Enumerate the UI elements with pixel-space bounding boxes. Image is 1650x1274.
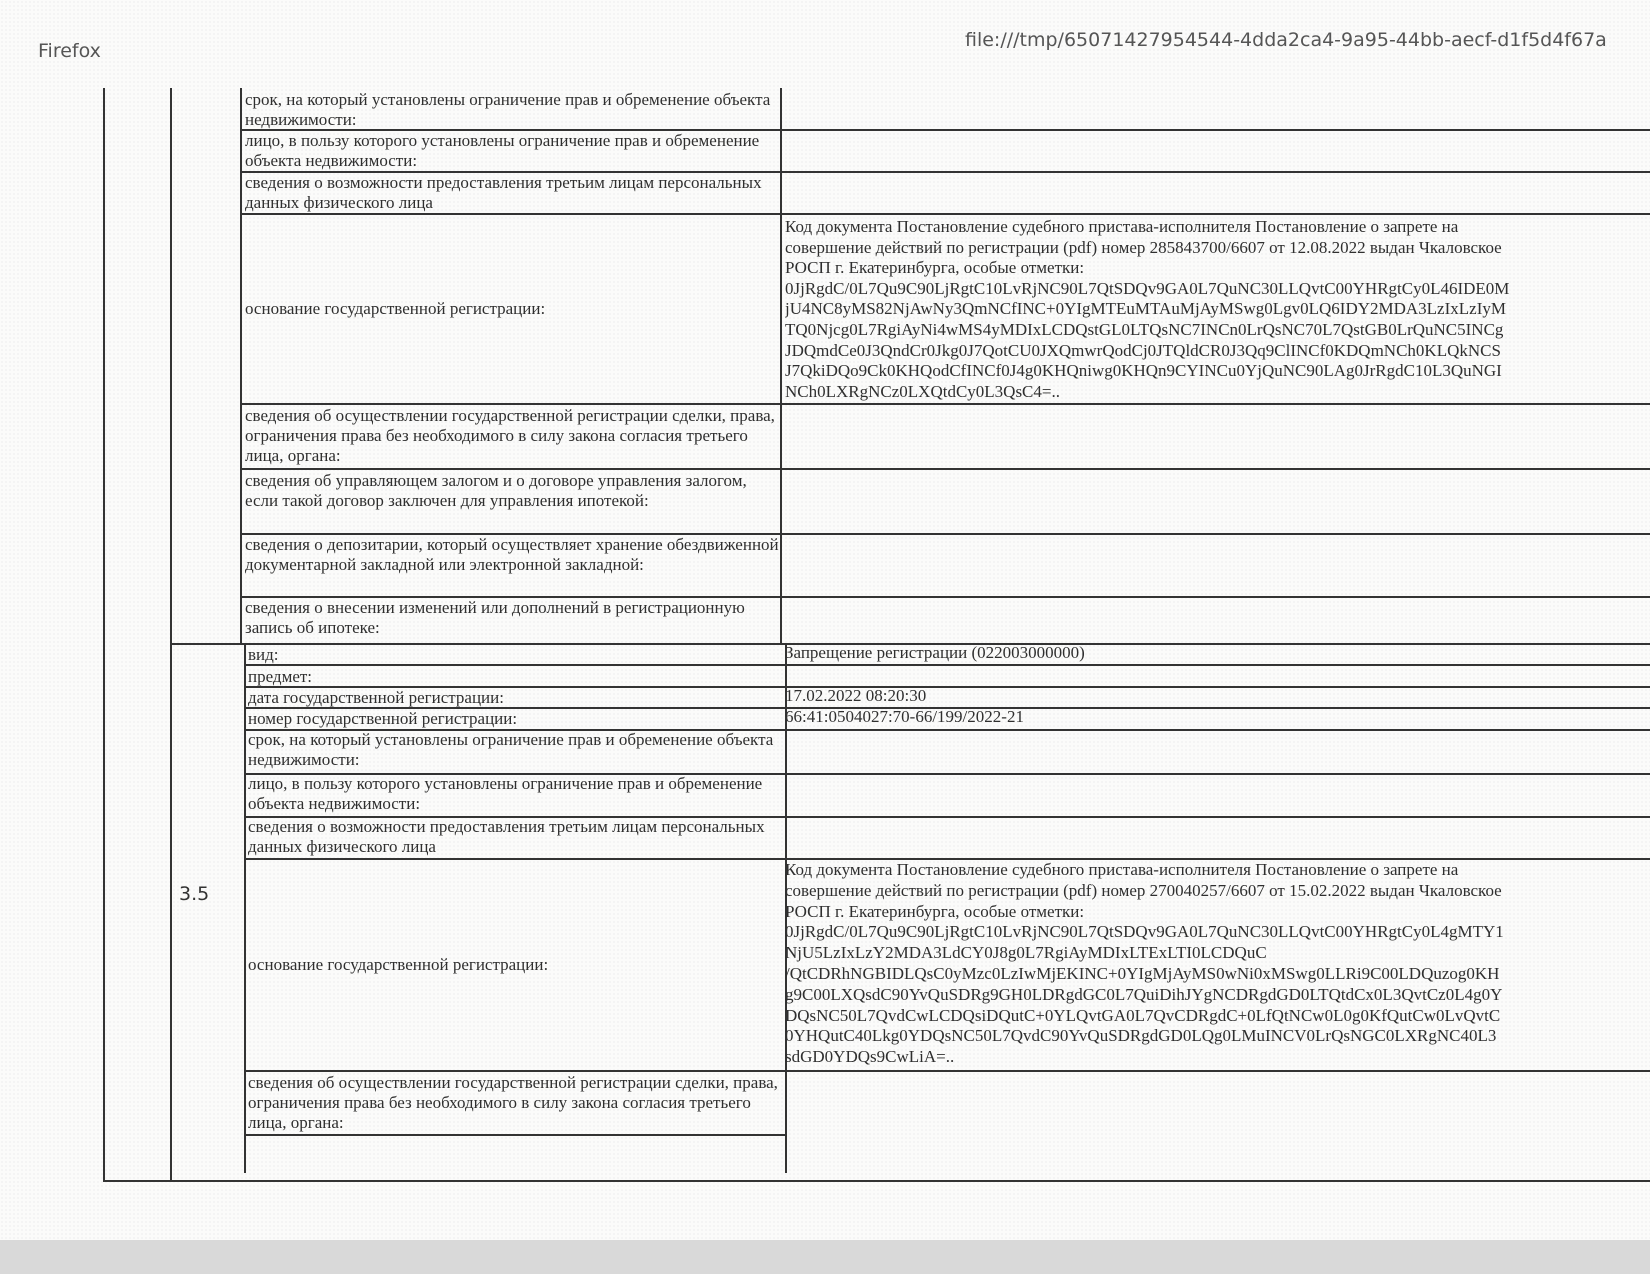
label-pledge-manager: сведения об управляющем залогом и о договоре управления залогом, если такой договор заключен для управления ипотекой: <box>245 471 747 510</box>
basis-b-line: /QtCDRhNGBIDLQsC0yMzc0LzIwMjEKINC+0YIgMjAyMS0wNi0xMSwg0LLRi9C00LDQuzog0KH <box>785 963 1500 983</box>
row-border <box>244 664 1650 666</box>
basis-a-line: 0JjRgdC/0L7Qu9C90LjRgtC10LvRjNC90L7QtSDQv9GA0L7QuNC30LLQvtC00YHRgtCy0L46IDE0M <box>785 278 1510 298</box>
basis-b-line: 0YHQutC40Lkg0YDQsNC50L7QvdC90YvQuSDRgdGD0LQg0LMuINCV0LrQsNGC0LXRgNC40L3 <box>785 1026 1497 1046</box>
label-term-a: срок, на который установлены ограничение прав и обременение объекта недвижимости: <box>245 90 771 129</box>
basis-a-line: jU4NC8yMS82NjAwNy3QmNCfINC+0YIgMTEuMTAuMjAyMSwg0Lgv0LQ6IDY2MDA3LzIxLzIyM <box>785 299 1506 319</box>
label-subject: предмет: <box>248 667 313 686</box>
label-column-border-b <box>244 643 246 1173</box>
basis-b-line: Код документа Постановление судебного пристава-исполнителя Постановление о запрете на <box>785 860 1459 879</box>
number-column-border <box>170 88 172 1180</box>
label-basis-a <box>245 215 780 403</box>
basis-a-line: TQ0Njcg0L7RgiAyNi4wMS4yMDIxLCDQstGL0LTQsNC7INCn0LrQsNC70L7QstGB0LrQuNC5INCg <box>785 319 1504 339</box>
label-reg-number: номер государственной регистрации: <box>248 709 518 728</box>
value-reg-date: 17.02.2022 08:20:30 <box>785 686 927 705</box>
basis-b-line: совершение действий по регистрации (pdf) номер 270040257/6607 от 15.02.2022 выдан Чкаловское <box>785 880 1502 900</box>
basis-b-line: NjU5LzIxLzY2MDA3LdCY0J8g0L7RgiAyMDIxLTExLTI0LCDQuC <box>785 943 1267 963</box>
browser-name: Firefox <box>38 40 101 62</box>
basis-a-line: РОСП г. Екатеринбурга, особые отметки: <box>785 258 1085 278</box>
value-type: Запрещение регистрации (022003000000) <box>785 643 1085 662</box>
basis-a-line: NCh0LXRgNCz0LXQtdCy0L3QsC4=.. <box>785 381 1060 401</box>
basis-a-line: J7QkiDQo9Ck0KHQodCfINCf0J4g0KHQniwg0KHQn9CYINCu0YjQuNC90LAg0JrRgdC10L3QuNGI <box>785 361 1502 381</box>
label-consent-a: сведения об осуществлении государственной регистрации сделки, права, ограничения права без необходимого в силу закона согласия третьего лица, органа: <box>245 406 775 465</box>
row-border <box>240 403 1650 405</box>
basis-b-line: sdGD0YDQs9CwLiA=.. <box>785 1047 955 1067</box>
section-number: 3.5 <box>179 883 210 905</box>
label-beneficiary-b: лицо, в пользу которого установлены ограничение прав и обременение объекта недвижимости: <box>248 774 763 813</box>
basis-a-line: совершение действий по регистрации (pdf) номер 285843700/6607 от 12.08.2022 выдан Чкаловское <box>785 237 1502 257</box>
basis-b-line: DQsNC50L7QvdCwLCDQsiDQutC+0YLQvtGA0L7QvCDRgdC+0LfQtNCw0L0g0KfQutCw0LvQvtC <box>785 1005 1501 1025</box>
label-beneficiary-a: лицо, в пользу которого установлены ограничение прав и обременение объекта недвижимости: <box>245 131 760 170</box>
basis-b-line: РОСП г. Екатеринбурга, особые отметки: <box>785 901 1085 921</box>
label-mortgage-changes: сведения о внесении изменений или дополнений в регистрационную запись об ипотеке: <box>245 598 745 637</box>
table-bottom-border <box>103 1180 1650 1182</box>
row-border <box>244 1070 1650 1072</box>
basis-a-line: Код документа Постановление судебного пристава-исполнителя Постановление о запрете на <box>785 217 1459 236</box>
file-url: file:///tmp/65071427954544-4dda2ca4-9a95-44bb-aecf-d1f5d4f67a <box>965 29 1607 51</box>
label-depository: сведения о депозитарии, который осуществляет хранение обездвиженной документарной закладной или электронной закладной: <box>245 535 779 574</box>
basis-a-line: JDQmdCe0J3QndCr0Jkg0J7QotCU0JXQmwrQodCj0JTQldCR0J3Qq9ClINCf0KDQmNCh0KLQkNCS <box>785 340 1501 360</box>
label-basis-a-text: основание государственной регистрации: <box>245 299 546 318</box>
basis-b-line: g9C00LXQsdC90YvQuSDRg9GH0LDRgdGC0L7QuiDihJYgNCDRgdGD0LTQtdCx0L3QvtCz0L4g0Y <box>785 984 1503 1004</box>
label-type: вид: <box>248 645 279 664</box>
label-consent-b: сведения об осуществлении государственной регистрации сделки, права, ограничения права без необходимого в силу закона согласия третьего лица, органа: <box>248 1073 778 1132</box>
label-personal-data-a: сведения о возможности предоставления третьим лицам персональных данных физического лица <box>245 173 762 212</box>
value-basis-b <box>785 860 1650 1070</box>
value-basis-a <box>785 217 1650 403</box>
outer-left-border <box>103 88 105 1180</box>
value-reg-number: 66:41:0504027:70-66/199/2022-21 <box>785 707 1024 726</box>
label-reg-date: дата государственной регистрации: <box>248 688 504 707</box>
label-basis-b <box>248 860 780 1070</box>
label-term-b: срок, на который установлены ограничение прав и обременение объекта недвижимости: <box>248 730 774 769</box>
row-border <box>240 468 1650 470</box>
label-personal-data-b: сведения о возможности предоставления третьим лицам персональных данных физического лица <box>248 817 765 856</box>
basis-b-line: 0JjRgdC/0L7Qu9C90LjRgtC10LvRjNC90L7QtSDQv9GA0L7QuNC30LLQvtC00YHRgtCy0L4gMTY1 <box>785 922 1504 942</box>
label-basis-b-text: основание государственной регистрации: <box>248 955 549 974</box>
row-border <box>244 1134 786 1136</box>
